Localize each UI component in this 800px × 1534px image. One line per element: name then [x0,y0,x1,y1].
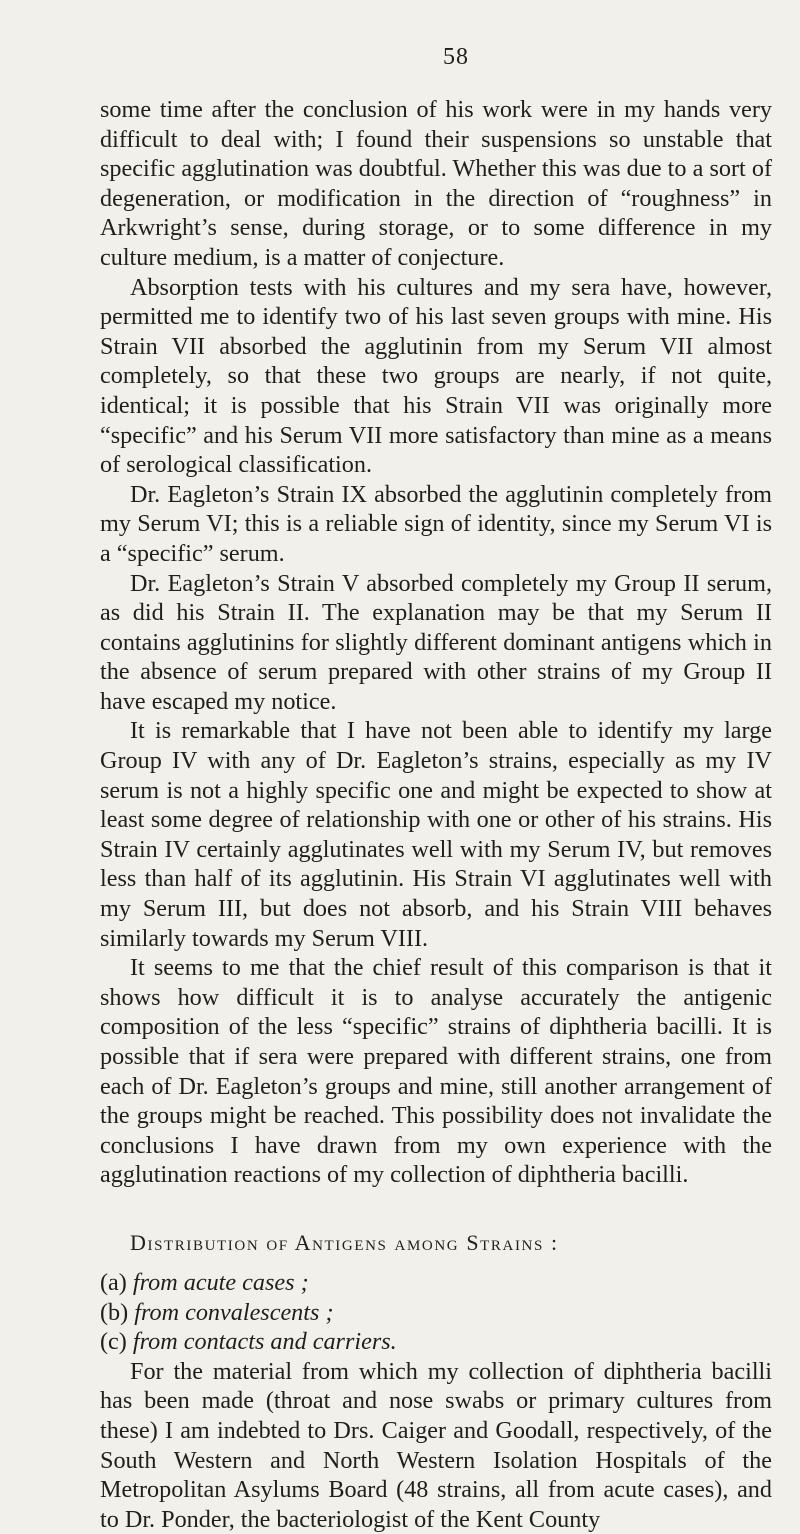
paragraph: For the material from which my collection of diphtheria bacilli has been made (throat and nose swabs or primary cultures from these) I am indebted to Drs. Caiger and Goodall, respectively, of the South Western and North Western Isolation Hospitals of the Metropolitan Asylums Board (48 strains, all from acute cases), and to Dr. Ponder, the bacteriologist of the Kent County [100,1357,772,1533]
source-list [100,1268,772,1357]
paragraph: Dr. Eagleton’s Strain V absorbed completely my Group II serum, as did his Strain II. The explanation may be that my Serum II contains agglutinins for slightly different dominant antigens which in the absence of serum prepared with other strains of my Group II have escaped my notice. [100,569,772,715]
paragraph: Absorption tests with his cultures and my sera have, however, permitted me to identify two of his last seven groups with mine. His Strain VII absorbed the agglutinin from my Serum VII almost completely, so that these two groups are nearly, if not quite, identical; it is possible that his Strain VII was originally more “specific” and his Serum VII more satisfactory than mine as a means of serological classification. [100,273,772,479]
list-text: from contacts and carriers. [132,1328,397,1356]
paragraph: It seems to me that the chief result of this comparison is that it shows how difficult it is to analyse accurately the antigenic composition of the less “specific” strains of diphtheria bacilli. It is possible that if sera were prepared with different strains, one from each of Dr. Eagleton’s groups and mine, still another arrangement of the groups might be reached. This possibility does not invalidate the conclusions I have drawn from my own experience with the agglutination reactions of my collection of diphtheria bacilli. [100,954,772,1189]
body-text [100,95,772,1534]
paragraph: Dr. Eagleton’s Strain IX absorbed the agglutinin completely from my Serum VI; this is a reliable sign of identity, since my Serum VI is a “specific” serum. [100,480,772,567]
list-text: from acute cases ; [132,1268,309,1296]
paragraph: some time after the conclusion of his work were in my hands very difficult to deal with; I found their suspensions so unstable that specific agglutination was doubtful. Whether this was due to a sort of degeneration, or modification in the direction of “roughness” in Arkwright’s sense, during storage, or to some difference in my culture medium, is a matter of conjecture. [100,96,772,271]
section-heading: Distribution of Antigens among Strains : [130,1229,559,1255]
list-marker: (c) [100,1328,127,1356]
list-text: from convalescents ; [134,1298,334,1326]
list-marker: (a) [100,1268,127,1296]
list-item [100,1327,772,1357]
list-item [100,1268,772,1298]
list-marker: (b) [100,1298,129,1326]
page-number: 58 [443,44,469,70]
list-item [100,1298,772,1328]
paragraph: It is remarkable that I have not been able to identify my large Group IV with any of Dr. Eagleton’s strains, especially as my IV serum is not a highly specific one and might be expected to show at least some degree of relationship with one or other of his strains. His Strain IV certainly agglutinates well with my Serum IV, but removes less than half of its agglutinin. His Strain VI agglutinates well with my Serum III, but does not absorb, and his Strain VIII behaves similarly towards my Serum VIII. [100,717,772,952]
